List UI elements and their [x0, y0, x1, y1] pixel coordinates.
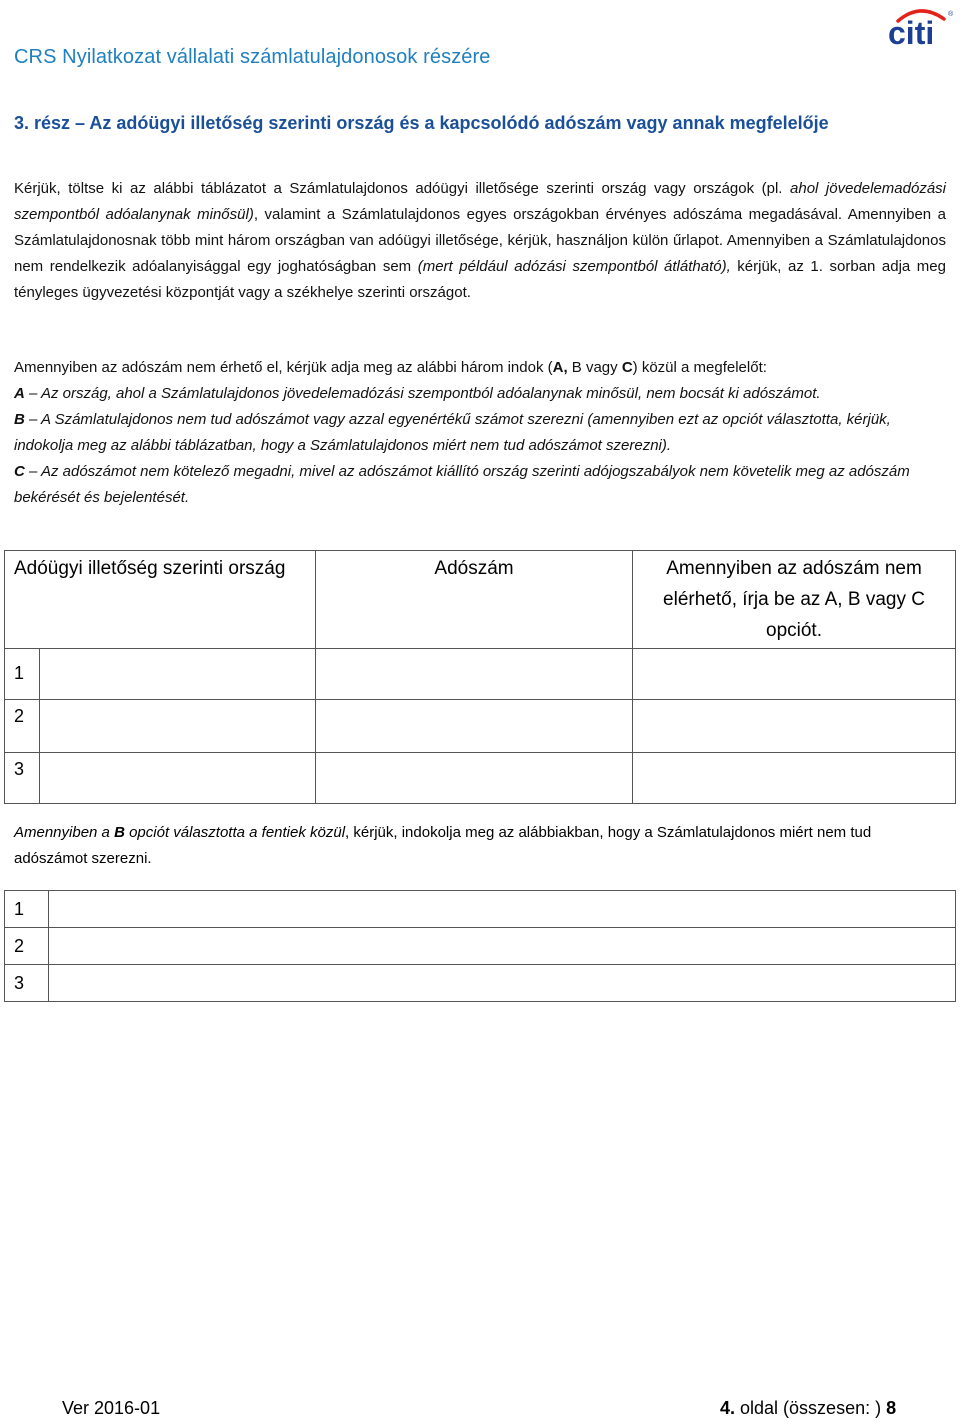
tin-input[interactable]	[316, 649, 633, 700]
svg-text:citi: citi	[888, 15, 935, 48]
row-number: 2	[5, 928, 49, 965]
reason-table	[4, 890, 956, 1002]
tin-input[interactable]	[316, 700, 633, 753]
row-number: 1	[5, 891, 49, 928]
svg-text:®: ®	[948, 11, 954, 18]
reason-input[interactable]	[49, 891, 956, 928]
header-tin: Adószám	[316, 551, 633, 649]
intro-italic-1: ahol jövedelemadózási szempontból adóalanynak minősül)	[14, 180, 946, 223]
option-input[interactable]	[633, 700, 956, 753]
intro-italic-2: (mert például adózási szempontból átlátható),	[417, 258, 731, 275]
reasons-lead: Amennyiben az adószám nem érhető el, kérjük adja meg az alábbi három indok (A, B vagy C) közül a megfelelőt:	[14, 359, 767, 376]
reason-input[interactable]	[49, 928, 956, 965]
intro-text-3: kérjük, az 1. sorban adja meg tényleges ügyvezetési központját vagy a székhelye szerinti országot.	[14, 258, 946, 301]
country-input[interactable]	[39, 700, 315, 752]
header-option: Amennyiben az adószám nem elérhető, írja be az A, B vagy C opciót.	[633, 551, 956, 649]
table-row	[5, 753, 316, 804]
reasons-block	[14, 355, 946, 511]
citi-logo	[884, 4, 956, 48]
tax-residency-table	[4, 550, 956, 804]
intro-text-2: , valamint a Számlatulajdonos egyes országokban érvényes adószáma megadásával. Amennyiben a Számlatulajdonosnak több mint három országban van adóügyi illetősége, kérjük, használjon külön űrlapot. Amennyiben a Számlatulajdonos nem rendelkezik adóalanyisággal egy joghatóságban sem	[14, 206, 946, 275]
section-heading: 3. rész – Az adóügyi illetőség szerinti ország és a kapcsolódó adószám vagy annak megfelelője	[14, 113, 829, 133]
tin-input[interactable]	[316, 753, 633, 804]
reason-a: A – Az ország, ahol a Számlatulajdonos jövedelemadózási szempontból adóalanynak minősül, nem bocsát ki adószámot.	[14, 385, 821, 402]
table-row	[5, 700, 316, 753]
reason-input[interactable]	[49, 965, 956, 1002]
intro-text-1: Kérjük, töltse ki az alábbi táblázatot a Számlatulajdonos adóügyi illetősége szerinti ország vagy országok (pl.	[14, 180, 791, 197]
document-title: CRS Nyilatkozat vállalati számlatulajdonosok részére	[14, 46, 491, 68]
row-number: 3	[5, 965, 49, 1002]
row-number: 1	[14, 663, 25, 683]
reason-c: C – Az adószámot nem kötelező megadni, mivel az adószámot kiállító ország szerinti adójogszabályok nem követelik meg az adószám bekérését és bejelentését.	[14, 463, 910, 506]
page-indicator: 4. oldal (összesen: ) 8	[720, 1398, 897, 1418]
option-input[interactable]	[633, 753, 956, 804]
row-number: 3	[14, 759, 25, 779]
table-row	[5, 649, 316, 700]
option-b-note: Amennyiben a B opciót választotta a fentiek közül, kérjük, indokolja meg az alábbiakban, hogy a Számlatulajdonos miért nem tud adószámot szerezni.	[14, 824, 872, 867]
version-label: Ver 2016-01	[62, 1398, 161, 1418]
header-country: Adóügyi illetőség szerinti ország	[5, 551, 316, 649]
country-input[interactable]	[39, 649, 315, 699]
intro-paragraph	[14, 176, 946, 306]
country-input[interactable]	[39, 753, 315, 803]
option-input[interactable]	[633, 649, 956, 700]
reason-b: B – A Számlatulajdonos nem tud adószámot vagy azzal egyenértékű számot szerezni (amennyiben ezt az opciót választotta, kérjük, indokolja meg az alábbi táblázatban, hogy a Számlatulajdonos miért nem tud adószámot szerezni).	[14, 411, 891, 454]
row-number: 2	[14, 706, 25, 726]
